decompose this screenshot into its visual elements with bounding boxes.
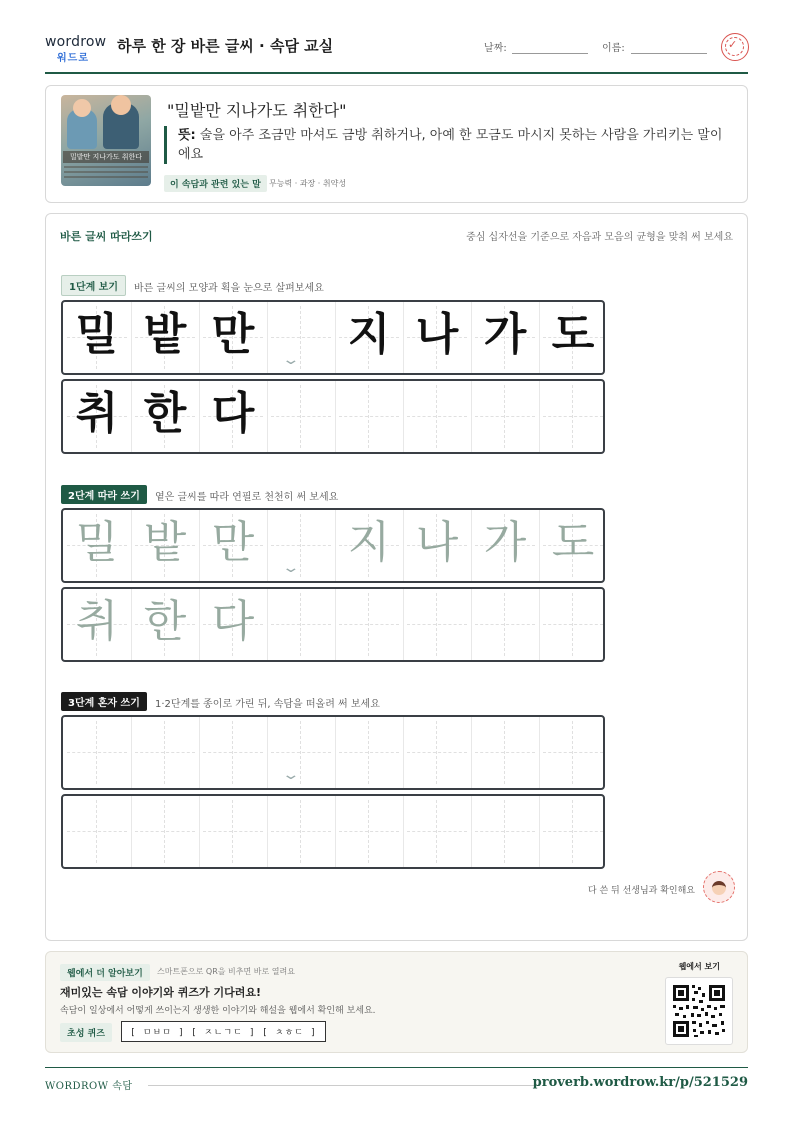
writing-cell[interactable] — [199, 796, 267, 867]
model-character: 나 — [415, 517, 459, 568]
writing-cell — [403, 302, 471, 373]
step2-row1[interactable] — [61, 508, 605, 583]
logo-wordmark: wordrow — [45, 34, 107, 50]
model-character: 다 — [211, 388, 255, 439]
web-description: 속담이 일상에서 어떻게 쓰이는지 생생한 이야기와 해설을 웹에서 확인해 보세요. — [60, 1006, 376, 1016]
model-character — [403, 381, 471, 452]
writing-cell — [63, 381, 131, 452]
writing-cell[interactable] — [131, 510, 199, 581]
model-character: 밀 — [75, 517, 119, 568]
model-character — [539, 381, 605, 452]
cell-divider — [471, 717, 472, 788]
cell-divider — [471, 796, 472, 867]
model-character — [335, 381, 403, 452]
writing-cell[interactable] — [267, 717, 335, 788]
writing-cell[interactable] — [267, 589, 335, 660]
web-promo-section — [45, 951, 748, 1053]
writing-cell[interactable] — [267, 796, 335, 867]
model-character: 도 — [551, 517, 595, 568]
model-character — [471, 589, 539, 660]
writing-cell[interactable] — [539, 796, 605, 867]
model-character: 지 — [347, 517, 391, 568]
related-words: 무능력 · 과장 · 취약성 — [269, 179, 347, 188]
model-character: 밭 — [143, 517, 187, 568]
writing-cell — [403, 381, 471, 452]
teacher-badge-icon — [703, 871, 735, 903]
initial-consonant-quiz: [ ㅁㅂㅁ ] [ ㅈㄴㄱㄷ ] [ ㅊㅎㄷ ] — [121, 1021, 326, 1042]
worksheet-title: 하루 한 장 바른 글씨 · 속담 교실 — [117, 37, 334, 55]
model-character — [267, 589, 335, 660]
writing-cell[interactable] — [63, 589, 131, 660]
proverb-meaning — [164, 126, 724, 164]
proverb-card — [45, 85, 748, 203]
writing-cell — [539, 302, 605, 373]
model-character: 가 — [483, 309, 527, 360]
qr-label: 웹에서 보기 — [678, 962, 720, 971]
writing-cell[interactable] — [539, 717, 605, 788]
model-character: 취 — [75, 388, 119, 439]
illustration-caption: 밀밭만 지나가도 취한다 — [63, 151, 149, 163]
page-header — [45, 30, 748, 74]
related-words-tag: 이 속담과 관련 있는 말 — [164, 175, 267, 192]
writing-cell[interactable] — [471, 796, 539, 867]
cell-divider — [335, 717, 336, 788]
writing-cell — [63, 302, 131, 373]
name-label: 이름: — [602, 43, 625, 54]
cell-divider — [267, 717, 268, 788]
writing-cell[interactable] — [471, 510, 539, 581]
writing-cell — [131, 381, 199, 452]
model-character: 밀 — [75, 309, 119, 360]
writing-cell[interactable] — [403, 717, 471, 788]
step2-desc: 옅은 글씨를 따라 연필로 천천히 써 보세요 — [155, 492, 339, 503]
writing-cell[interactable] — [403, 589, 471, 660]
cell-divider — [403, 717, 404, 788]
step1-row1 — [61, 300, 605, 375]
wordrow-logo — [45, 34, 107, 62]
writing-cell[interactable] — [335, 510, 403, 581]
cell-divider — [403, 796, 404, 867]
model-character: 지 — [347, 309, 391, 360]
name-field[interactable] — [631, 53, 707, 54]
meaning-label: 뜻: — [178, 128, 196, 143]
model-character — [267, 510, 335, 581]
step3-row2[interactable] — [61, 794, 605, 869]
writing-cell[interactable] — [131, 796, 199, 867]
writing-cell[interactable] — [539, 589, 605, 660]
step1-row2 — [61, 379, 605, 454]
practice-title: 바른 글씨 따라쓰기 — [60, 230, 153, 243]
page-footer — [45, 1067, 748, 1097]
step3-row1[interactable] — [61, 715, 605, 790]
cell-divider — [131, 717, 132, 788]
writing-cell[interactable] — [267, 510, 335, 581]
model-character: 한 — [143, 388, 187, 439]
writing-cell — [471, 302, 539, 373]
cell-divider — [199, 717, 200, 788]
model-character: 밭 — [143, 309, 187, 360]
writing-cell[interactable] — [471, 589, 539, 660]
model-character — [267, 302, 335, 373]
model-character: 가 — [483, 517, 527, 568]
model-character — [335, 589, 403, 660]
chevron-down-icon: ⌄ — [281, 767, 301, 783]
writing-cell — [199, 381, 267, 452]
approval-stamp-icon: ✓ — [721, 33, 749, 61]
footer-divider — [148, 1085, 540, 1086]
writing-cell[interactable] — [63, 796, 131, 867]
writing-cell[interactable] — [199, 717, 267, 788]
model-character: 취 — [75, 596, 119, 647]
writing-cell — [267, 302, 335, 373]
handwriting-practice-section — [45, 213, 748, 941]
writing-cell — [199, 302, 267, 373]
cell-divider — [335, 796, 336, 867]
writing-cell — [335, 302, 403, 373]
writing-cell[interactable] — [199, 589, 267, 660]
step1-label: 1단계 보기 — [61, 275, 126, 296]
footer-url-link[interactable]: proverb.wordrow.kr/p/521529 — [532, 1075, 748, 1090]
web-tag: 웹에서 더 알아보기 — [60, 964, 150, 981]
model-character: 다 — [211, 596, 255, 647]
date-label: 날짜: — [484, 43, 507, 54]
meaning-text: 술을 아주 조금만 마셔도 금방 취하거나, 아예 한 모금도 마시지 못하는 사람을 가리키는 말이에요 — [178, 128, 723, 162]
teacher-check-note: 다 쓴 뒤 선생님과 확인해요 — [587, 886, 695, 896]
step3-label: 3단계 혼자 쓰기 — [61, 692, 147, 711]
cell-divider — [539, 796, 540, 867]
cell-divider — [267, 796, 268, 867]
logo-korean: 워드로 — [57, 53, 89, 64]
chevron-down-icon: ⌄ — [281, 560, 301, 576]
chevron-down-icon: ⌄ — [281, 352, 301, 368]
writing-cell[interactable] — [403, 510, 471, 581]
writing-cell — [267, 381, 335, 452]
writing-cell — [131, 302, 199, 373]
writing-cell[interactable] — [335, 796, 403, 867]
step2-label: 2단계 따라 쓰기 — [61, 485, 147, 504]
writing-cell — [471, 381, 539, 452]
writing-cell[interactable] — [539, 510, 605, 581]
step3-desc: 1·2단계를 종이로 가린 뒤, 속담을 떠올려 써 보세요 — [155, 699, 380, 710]
model-character — [471, 381, 539, 452]
practice-note: 중심 십자선을 기준으로 자음과 모음의 균형을 맞춰 써 보세요 — [466, 232, 733, 243]
writing-cell — [539, 381, 605, 452]
cell-divider — [199, 796, 200, 867]
qr-code-graphic — [666, 978, 732, 1044]
writing-cell[interactable] — [199, 510, 267, 581]
step1-desc: 바른 글씨의 모양과 획을 눈으로 살펴보세요 — [134, 283, 324, 294]
cell-divider — [131, 796, 132, 867]
date-field[interactable] — [512, 53, 588, 54]
writing-cell[interactable] — [63, 510, 131, 581]
writing-cell[interactable] — [335, 589, 403, 660]
web-headline: 재미있는 속담 이야기와 퀴즈가 기다려요! — [60, 986, 261, 999]
model-character — [267, 381, 335, 452]
footer-brand: WORDROW 속담 — [45, 1081, 133, 1092]
model-character — [539, 589, 605, 660]
proverb-illustration — [61, 95, 151, 186]
model-character: 만 — [211, 517, 255, 568]
proverb-title: "밀밭만 지나가도 취한다" — [167, 101, 347, 120]
step2-row2[interactable] — [61, 587, 605, 662]
writing-cell[interactable] — [63, 717, 131, 788]
quiz-label: 초성 퀴즈 — [60, 1023, 112, 1042]
model-character: 한 — [143, 596, 187, 647]
writing-cell[interactable] — [403, 796, 471, 867]
writing-cell[interactable] — [335, 717, 403, 788]
cell-divider — [539, 717, 540, 788]
web-subtext: 스마트폰으로 QR을 비추면 바로 열려요 — [157, 967, 295, 976]
model-character: 도 — [551, 309, 595, 360]
model-character — [403, 589, 471, 660]
model-character: 만 — [211, 309, 255, 360]
writing-cell[interactable] — [131, 717, 199, 788]
writing-cell[interactable] — [471, 717, 539, 788]
qr-code-icon[interactable] — [665, 977, 733, 1045]
writing-cell[interactable] — [131, 589, 199, 660]
writing-cell — [335, 381, 403, 452]
model-character: 나 — [415, 309, 459, 360]
